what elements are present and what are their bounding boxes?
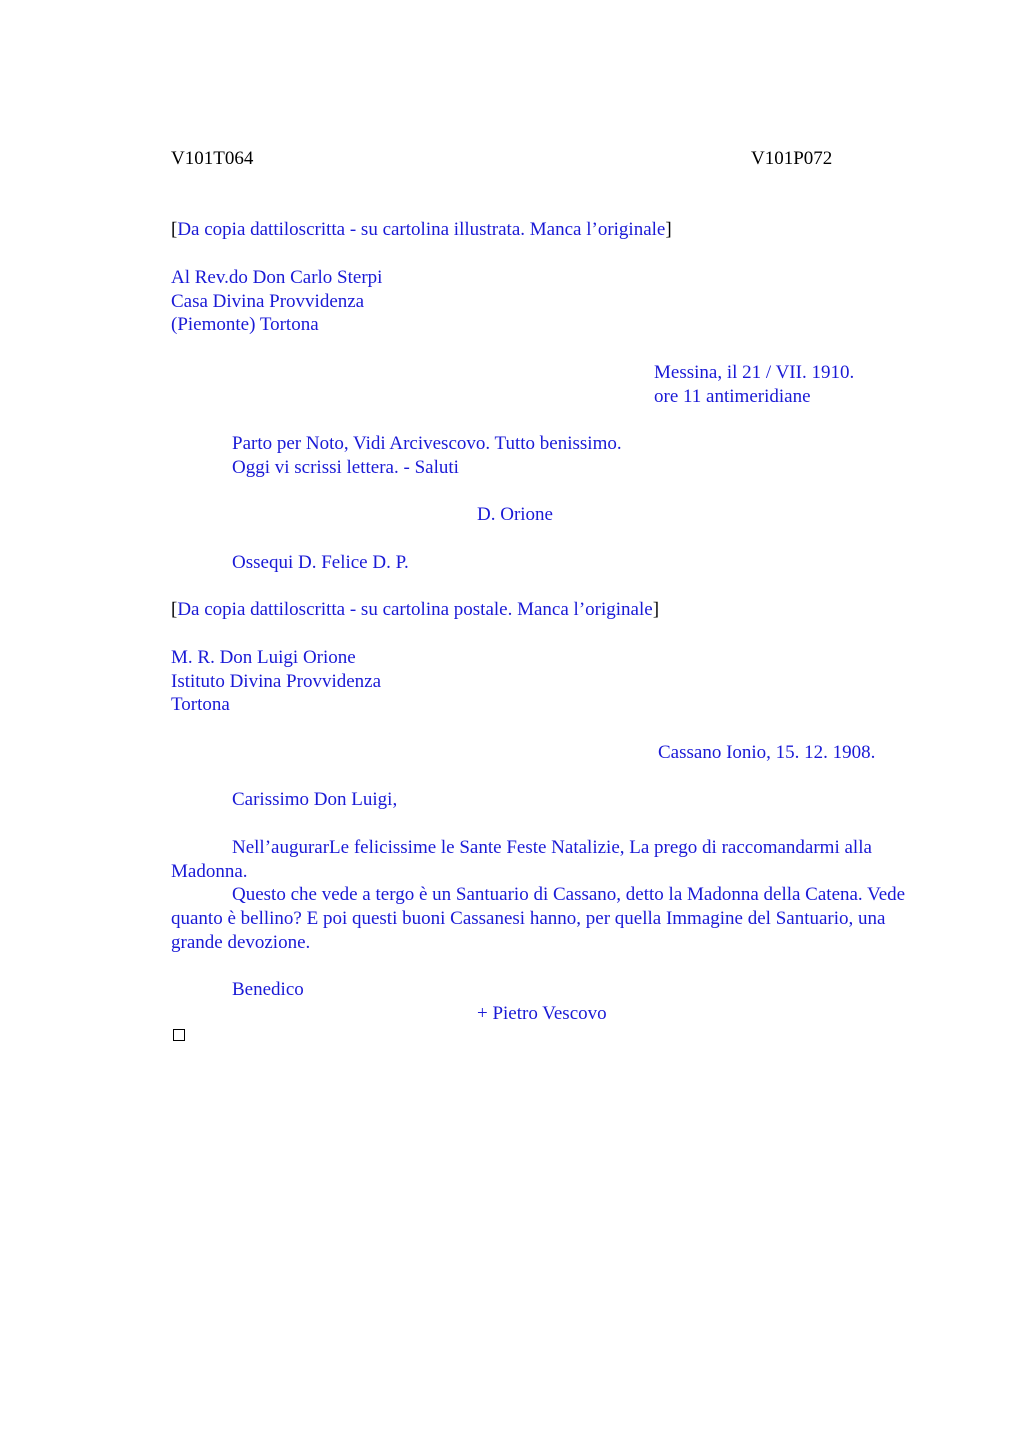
place-date: Messina, il 21 / VII. 1910. (654, 362, 855, 383)
letter1-body (232, 432, 622, 479)
address-line: (Piemonte) Tortona (171, 314, 319, 335)
header-right-code: V101P072 (751, 148, 833, 169)
letter1-address (171, 266, 382, 337)
address-line: M. R. Don Luigi Orione (171, 647, 356, 668)
body-line: Oggi vi scrissi lettera. - Saluti (232, 456, 459, 478)
note-close-bracket: ] (665, 219, 672, 240)
letter2-signature: + Pietro Vescovo (477, 1003, 607, 1024)
time: ore 11 antimeridiane (654, 385, 811, 407)
letter1-signature: D. Orione (477, 504, 553, 525)
address-line: Al Rev.do Don Carlo Sterpi (171, 267, 383, 288)
letter2-paragraph: Nell’augurarLe felicissime le Sante Feste Natalizie, La prego di raccomandarmi alla Madonna. (171, 837, 872, 882)
letter1-postscript: Ossequi D. Felice D. P. (232, 552, 409, 573)
letter2-dateline: Cassano Ionio, 15. 12. 1908. (658, 742, 876, 763)
note-text: Da copia dattiloscritta - su cartolina postale. Manca l’originale (177, 599, 653, 620)
note-open-bracket: [ (171, 219, 178, 240)
note-open-bracket: [ (171, 599, 178, 620)
end-marker-box (173, 1029, 185, 1041)
address-line: Istituto Divina Provvidenza (171, 670, 382, 692)
note-close-bracket: ] (652, 599, 660, 620)
header-left-code: V101T064 (171, 148, 254, 169)
letter1-dateline (654, 361, 854, 408)
letter2-address (171, 646, 381, 717)
body-line: Parto per Noto, Vidi Arcivescovo. Tutto benissimo. (232, 433, 622, 454)
letter2-source-note (171, 598, 659, 622)
letter2-paragraph: Questo che vede a tergo è un Santuario di Cassano, detto la Madonna della Catena. Vede quanto è bellino? E poi questi buoni Cassanesi hanno, per quella Immagine del Santuario, una grande devozione. (171, 884, 906, 953)
address-line: Casa Divina Provvidenza (171, 290, 365, 312)
letter1-source-note (171, 218, 672, 242)
letter2-closing: Benedico (232, 979, 304, 1000)
address-line: Tortona (171, 694, 230, 715)
letter2-salutation: Carissimo Don Luigi, (232, 789, 398, 810)
note-text: Da copia dattiloscritta - su cartolina illustrata. Manca l’originale (177, 219, 666, 240)
